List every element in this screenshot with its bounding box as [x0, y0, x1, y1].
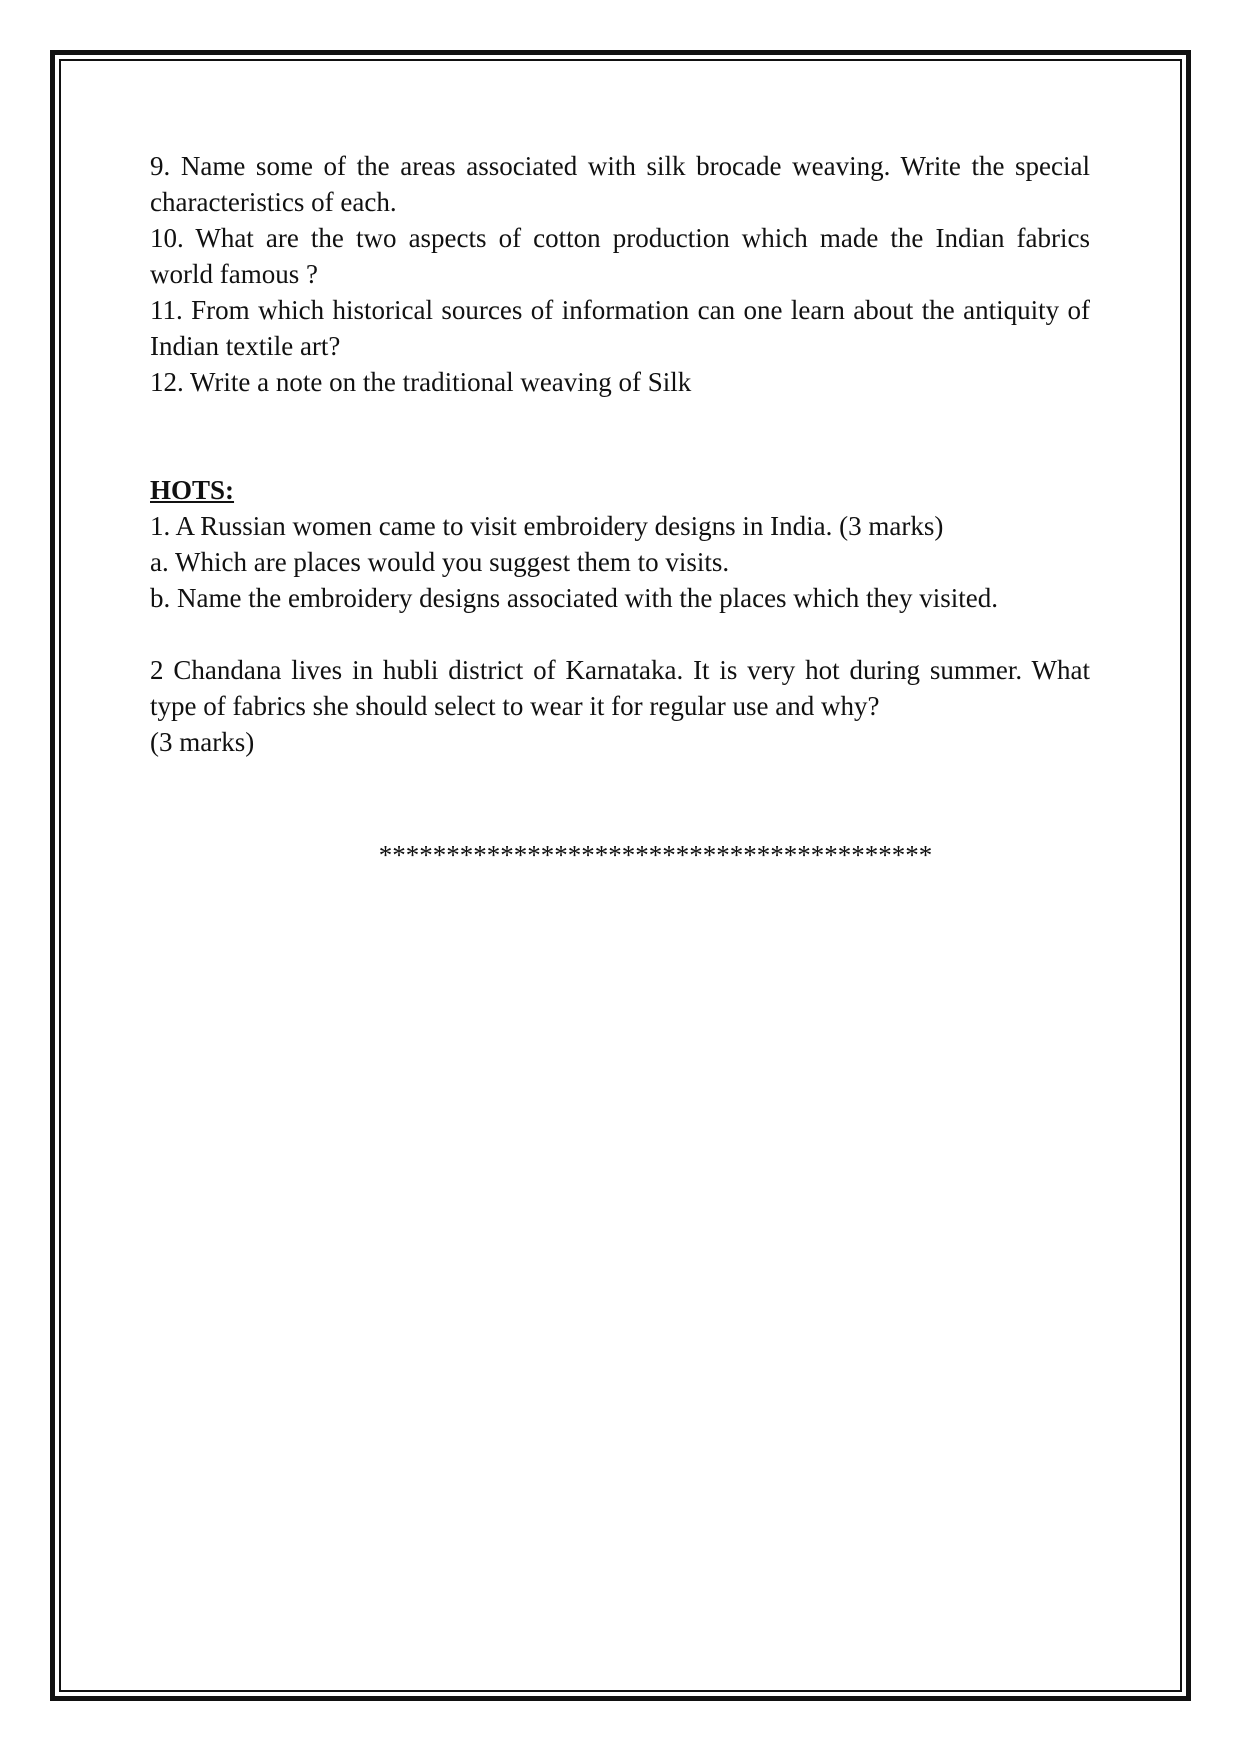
hots-question-1: 1. A Russian women came to visit embroidery designs in India. (3 marks): [150, 511, 944, 541]
hots-question-1a: a. Which are places would you suggest them to visits.: [150, 547, 730, 577]
question-11: 11. From which historical sources of information can one learn about the antiquity of Indian textile art?: [150, 295, 1090, 361]
question-10: 10. What are the two aspects of cotton production which made the Indian fabrics world famous ?: [150, 223, 1090, 289]
hots-heading: HOTS:: [150, 475, 235, 505]
separator-stars: *****************************************: [378, 840, 933, 870]
spacer: [150, 616, 1090, 652]
hots-question-1b: b. Name the embroidery designs associated with the places which they visited.: [150, 583, 999, 613]
spacer: [150, 400, 1090, 472]
hots-question-2-marks: (3 marks): [150, 727, 255, 757]
question-9: 9. Name some of the areas associated with silk brocade weaving. Write the special characteristics of each.: [150, 151, 1090, 217]
hots-question-2: 2 Chandana lives in hubli district of Karnataka. It is very hot during summer. What type of fabrics she should select to wear it for regular use and why?: [150, 655, 1090, 721]
question-12: 12. Write a note on the traditional weaving of Silk: [150, 367, 692, 397]
document-body: [150, 148, 1090, 760]
